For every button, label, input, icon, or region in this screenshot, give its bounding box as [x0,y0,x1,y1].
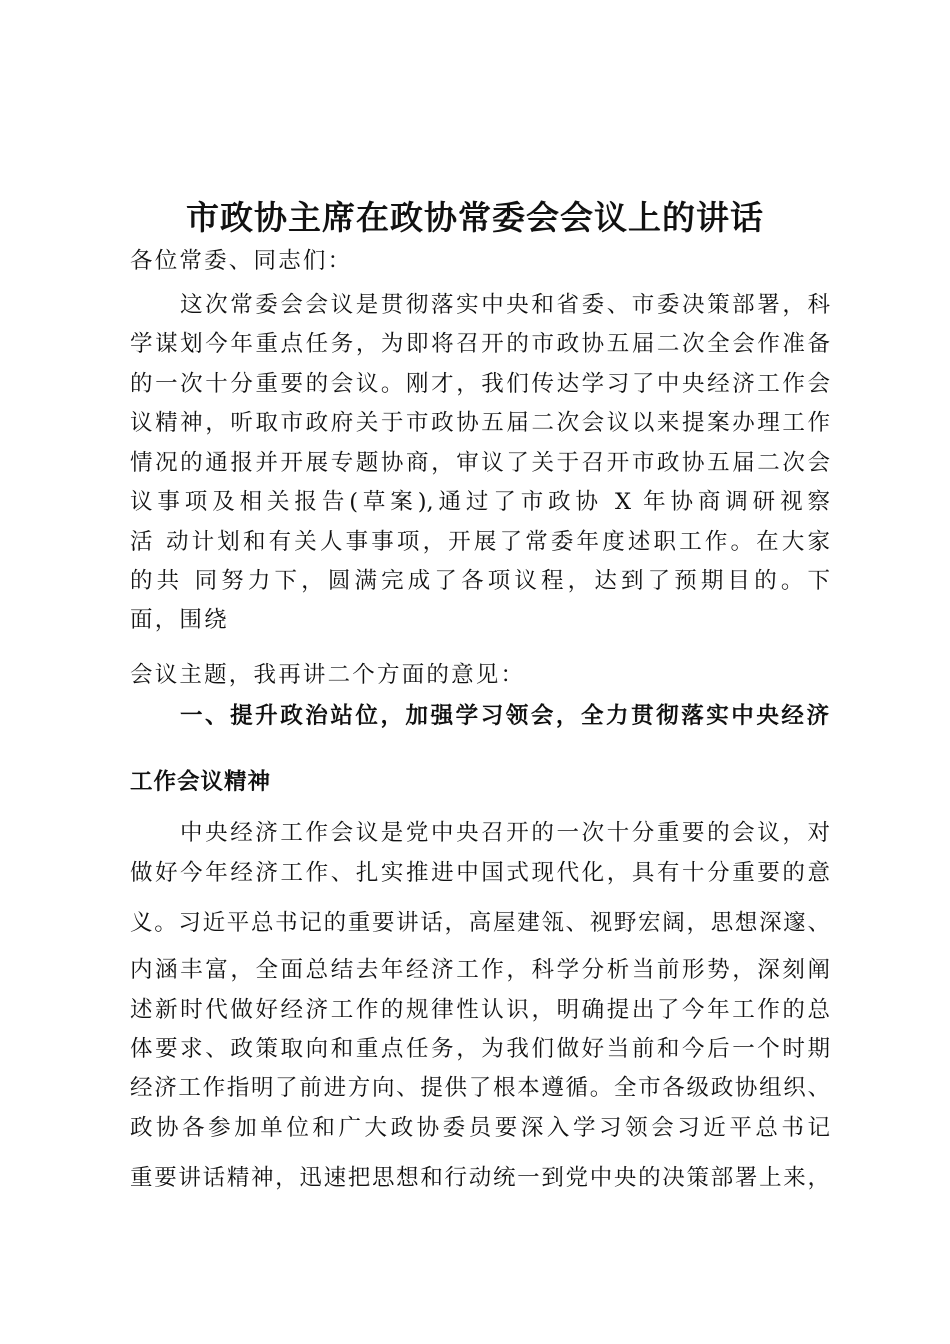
paragraph-2-line: 经济工作指明了前进方向、提供了根本遵循。全市各级政协组织、 [130,1075,830,1101]
paragraph-1-line: 学谋划今年重点任务，为即将召开的市政协五届二次全会作准备 [130,331,830,357]
paragraph-2-line: 政协各参加单位和广大政协委员要深入学习领会习近平总书记 [130,1115,830,1141]
paragraph-2-line: 内涵丰富，全面总结去年经济工作，科学分析当前形势，深刻阐 [130,957,830,983]
paragraph-1-line: 的一次十分重要的会议。刚才，我们传达学习了中央经济工作会 [130,371,830,397]
paragraph-1-line: 面，围绕 [130,607,229,633]
paragraph-2-line: 中央经济工作会议是党中央召开的一次十分重要的会议，对 [180,820,830,846]
section-heading: 一、提升政治站位，加强学习领会，全力贯彻落实中央经济 [180,703,830,729]
document-title: 市政协主席在政协常委会会议上的讲话 [186,198,764,237]
section-heading: 工作会议精神 [130,769,272,795]
paragraph-1-line: 情况的通报并开展专题协商，审议了关于召开市政协五届二次会 [130,450,830,476]
paragraph-1-line: 议精神，听取市政府关于市政协五届二次会议以来提案办理工作 [130,410,830,436]
paragraph-2-line: 述新时代做好经济工作的规律性认识，明确提出了今年工作的总 [130,997,830,1023]
paragraph-1-line: 这次常委会会议是贯彻落实中央和省委、市委决策部署，科 [180,292,830,318]
paragraph-1-tail: 会议主题，我再讲二个方面的意见： [130,662,526,688]
paragraph-2-line: 义。习近平总书记的重要讲话，高屋建瓴、视野宏阔，思想深邃、 [130,910,830,936]
paragraph-1-line: 的共 同努力下，圆满完成了各项议程，达到了预期目的。下 [130,568,830,594]
paragraph-2-line: 体要求、政策取向和重点任务，为我们做好当前和今后一个时期 [130,1036,830,1062]
salutation: 各位常委、同志们： [130,248,353,274]
paragraph-1-line: 议事项及相关报告(草案),通过了市政协 X 年协商调研视察 [130,489,830,515]
paragraph-2-line: 重要讲话精神，迅速把思想和行动统一到党中央的决策部署上来， [130,1165,830,1191]
paragraph-1-line: 活 动计划和有关人事事项，开展了常委年度述职工作。在大家 [130,529,830,555]
paragraph-2-line: 做好今年经济工作、扎实推进中国式现代化，具有十分重要的意 [130,860,830,886]
